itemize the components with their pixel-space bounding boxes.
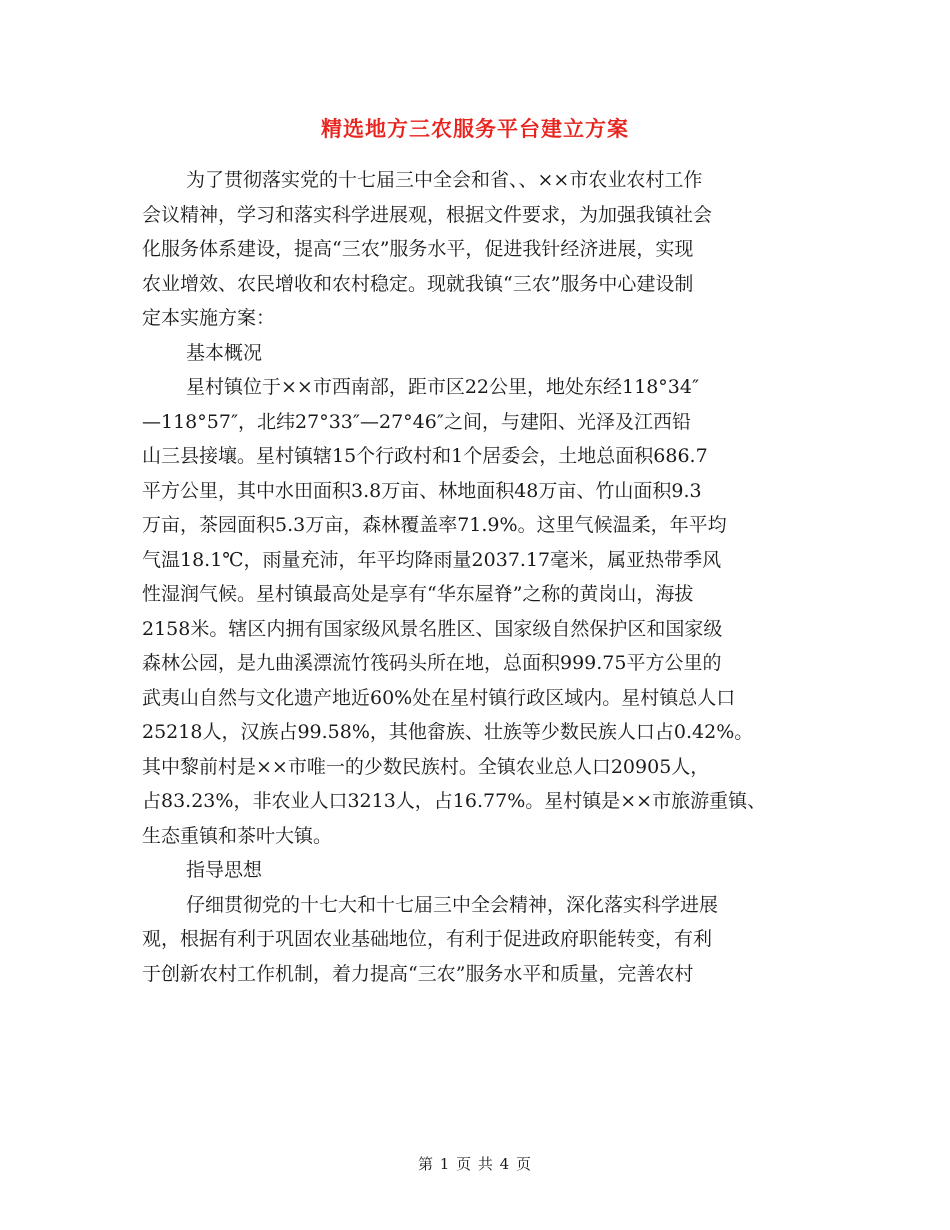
text-line: 平方公里，其中水田面积3.8万亩、林地面积48万亩、竹山面积9.3 xyxy=(142,479,702,502)
text-line: 占83.23%，非农业人口3213人，占16.77%。星村镇是××市旅游重镇、 xyxy=(142,790,767,812)
text-line: 森林公园，是九曲溪漂流竹筏码头所在地，总面积999.75平方公里的 xyxy=(142,652,722,674)
text-line: 气温18.1℃，雨量充沛，年平均降雨量2037.17毫米，属亚热带季风 xyxy=(142,548,722,571)
text-line: 性湿润气候。星村镇最高处是享有“华东屋脊”之称的黄岗山，海拔 xyxy=(142,583,694,605)
document-body xyxy=(142,163,822,991)
text-line: 于创新农村工作机制，着力提高“三农”服务水平和质量，完善农村 xyxy=(142,962,694,985)
text-line: 定本实施方案： xyxy=(142,307,276,329)
text-line: 会议精神，学习和落实科学进展观，根据文件要求，为加强我镇社会 xyxy=(142,203,713,226)
text-line: 基本概况 xyxy=(186,341,263,364)
text-line: 其中黎前村是××市唯一的少数民族村。全镇农业总人口20905人， xyxy=(142,755,710,778)
text-line: 万亩，茶园面积5.3万亩，森林覆盖率71.9%。这里气候温柔，年平均 xyxy=(142,514,727,536)
page-number: 第 1 页 共 4 页 xyxy=(418,1155,532,1173)
text-line: 为了贯彻落实党的十七届三中全会和省、、××市农业农村工作 xyxy=(186,169,703,191)
text-line: 农业增效、农民增收和农村稳定。现就我镇“三农”服务中心建设制 xyxy=(142,272,694,295)
text-line: 山三县接壤。星村镇辖15个行政村和1个居委会，土地总面积686.7 xyxy=(142,445,708,467)
text-line: 仔细贯彻党的十七大和十七届三中全会精神，深化落实科学进展 xyxy=(186,893,719,916)
text-line: 指导思想 xyxy=(186,859,263,881)
text-line: 化服务体系建设，提高“三农”服务水平，促进我针经济进展，实现 xyxy=(142,238,694,260)
text-line: 生态重镇和茶叶大镇。 xyxy=(142,824,333,847)
text-line: 观，根据有利于巩固农业基础地位，有利于促进政府职能转变，有利 xyxy=(142,928,713,950)
text-line: —118°57″，北纬27°33″—27°46″之间，与建阳、光泽及江西铅 xyxy=(142,410,691,433)
text-line: 2158米。辖区内拥有国家级风景名胜区、国家级自然保护区和国家级 xyxy=(142,617,723,640)
text-line: 武夷山自然与文化遗产地近60%处在星村镇行政区域内。星村镇总人口 xyxy=(142,686,736,709)
text-line: 25218人，汉族占99.58%，其他畲族、壮族等少数民族人口占0.42%。 xyxy=(142,721,754,743)
text-line: 星村镇位于××市西南部，距市区22公里，地处东经118°34″ xyxy=(186,376,700,398)
document-title: 精选地方三农服务平台建立方案 xyxy=(321,116,629,141)
